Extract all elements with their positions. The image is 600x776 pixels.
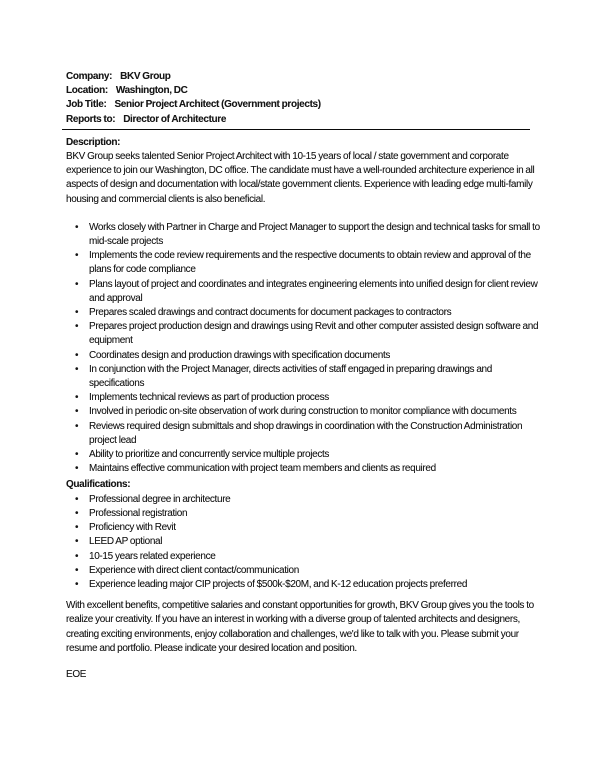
responsibility-text: Reviews required design submittals and shop drawings in coordination with the Construction Administration project lead	[89, 420, 523, 446]
qualification-item	[66, 578, 544, 592]
bullet-icon: •	[75, 578, 79, 590]
bullet-icon: •	[75, 406, 79, 418]
job-posting	[66, 70, 544, 682]
responsibilities-list	[66, 221, 544, 477]
qualifications-heading: Qualifications:	[66, 479, 131, 491]
qualification-text: 10-15 years related experience	[89, 550, 216, 562]
qualification-text: Proficiency with Revit	[89, 522, 176, 534]
responsibility-item	[66, 349, 544, 363]
responsibility-text: Involved in periodic on-site observation of work during construction to monitor compliance with documents	[89, 406, 517, 418]
header-field	[66, 70, 544, 84]
qualification-text: Experience with direct client contact/communication	[89, 564, 299, 576]
bullet-icon: •	[75, 507, 79, 519]
qualifications-list	[66, 493, 544, 592]
bullet-icon: •	[75, 392, 79, 404]
bullet-icon: •	[75, 463, 79, 475]
bullet-icon: •	[75, 349, 79, 361]
field-label: Location:	[66, 85, 108, 97]
responsibility-text: Prepares project production design and drawings using Revit and other computer assisted design software and equipment	[89, 321, 539, 347]
qualification-text: Experience leading major CIP projects of $500k-$20M, and K-12 education projects preferred	[89, 578, 468, 590]
field-label: Reports to:	[66, 113, 116, 125]
responsibility-item	[66, 306, 544, 320]
responsibility-item	[66, 391, 544, 405]
field-value: Director of Architecture	[123, 113, 227, 125]
field-value: Senior Project Architect (Government projects)	[114, 99, 321, 111]
responsibility-item	[66, 221, 544, 249]
bullet-icon: •	[75, 278, 79, 290]
bullet-icon: •	[75, 564, 79, 576]
closing-paragraph: With excellent benefits, competitive salaries and constant opportunities for growth, BKV Group gives you the tools to realize your creativity. If you have an interest in working with a diverse group of talented architects and designers, creating exciting environments, enjoy collaboration and challenges, we'd like to talk with you. Please submit your resume and portfolio. Please indicate your desired location and position.	[66, 600, 534, 654]
qualification-text: Professional degree in architecture	[89, 493, 231, 505]
header-field	[66, 113, 544, 127]
responsibility-item	[66, 405, 544, 419]
responsibility-item	[66, 420, 544, 448]
responsibility-text: In conjunction with the Project Manager, directs activities of staff engaged in preparing drawings and specifications	[89, 363, 492, 390]
responsibility-text: Implements the code review requirements and the respective documents to obtain review and approval of the plans for code compliance	[89, 250, 531, 276]
responsibility-item	[66, 249, 544, 277]
responsibility-text: Works closely with Partner in Charge and Project Manager to support the design and technical tasks for small to mid-scale projects	[89, 221, 540, 248]
responsibility-item	[66, 320, 544, 348]
responsibility-text: Plans layout of project and coordinates and integrates engineering elements into unified design for client review and approval	[89, 278, 538, 304]
job-header	[66, 70, 544, 127]
bullet-icon: •	[75, 307, 79, 319]
responsibility-text: Coordinates design and production drawings with specification documents	[89, 349, 391, 361]
bullet-icon: •	[75, 449, 79, 461]
qualification-item	[66, 521, 544, 535]
qualification-item	[66, 493, 544, 507]
header-divider	[62, 129, 530, 130]
description-paragraph: BKV Group seeks talented Senior Project Architect with 10-15 years of local / state government and corporate experience to join our Washington, DC office. The candidate must have a well-rounded architecture experience in all aspects of design and documentation with local/state government clients. Experience with leading edge multi-family housing and commercial clients is also beneficial.	[66, 151, 535, 205]
responsibility-text: Ability to prioritize and concurrently service multiple projects	[89, 449, 330, 461]
bullet-icon: •	[75, 522, 79, 534]
qualification-text: LEED AP optional	[89, 536, 163, 548]
responsibility-item	[66, 363, 544, 391]
qualification-item	[66, 550, 544, 564]
responsibility-text: Implements technical reviews as part of production process	[89, 392, 329, 404]
bullet-icon: •	[75, 321, 79, 333]
qualification-item	[66, 507, 544, 521]
qualification-item	[66, 564, 544, 578]
bullet-icon: •	[75, 493, 79, 505]
field-label: Job Title:	[66, 99, 107, 111]
responsibility-item	[66, 462, 544, 476]
field-value: Washington, DC	[115, 85, 188, 97]
header-field	[66, 84, 544, 98]
bullet-icon: •	[75, 550, 79, 562]
eoe-text: EOE	[66, 668, 87, 680]
bullet-icon: •	[75, 363, 79, 375]
bullet-icon: •	[75, 250, 79, 262]
bullet-icon: •	[75, 536, 79, 548]
qualification-item	[66, 535, 544, 549]
field-value: BKV Group	[120, 71, 171, 82]
qualification-text: Professional registration	[89, 507, 188, 519]
responsibility-item	[66, 448, 544, 462]
bullet-icon: •	[75, 420, 79, 432]
bullet-icon: •	[75, 221, 79, 233]
responsibility-text: Maintains effective communication with project team members and clients as required	[89, 463, 436, 475]
responsibility-text: Prepares scaled drawings and contract documents for document packages to contractors	[89, 307, 452, 319]
header-field	[66, 98, 544, 112]
responsibility-item	[66, 278, 544, 306]
field-label: Company:	[66, 71, 113, 82]
description-heading: Description:	[66, 136, 121, 148]
